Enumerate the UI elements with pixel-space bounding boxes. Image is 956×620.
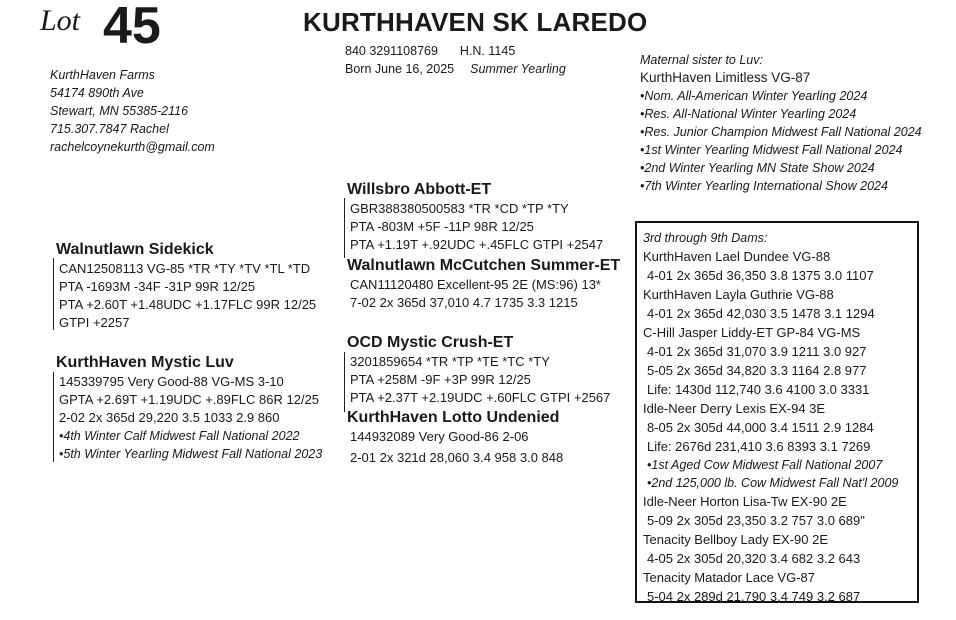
lot-label: Lot [40,4,81,37]
dam-dam-line: 144932089 Very Good-86 2-06 [350,429,529,444]
sire-dam-line: CAN11120480 Excellent-95 2E (MS:96) 13* [350,277,601,292]
dam-dam [347,408,563,467]
dam-sire-line: PTA +2.37T +2.19UDC +.60FLC GTPI +2567 [350,390,611,405]
ancestor-name: KurthHaven Layla Guthrie VG-88 [643,287,834,302]
sire-line: PTA -1693M -34F -31P 99R 12/25 [59,279,256,294]
class-label: Summer Yearling [470,62,566,76]
sire [56,240,316,332]
dam-dam-name: KurthHaven Lotto Undenied [347,409,560,426]
dam-award: •5th Winter Yearling Midwest Fall National 2023 [59,447,323,461]
ancestor-record: 4-01 2x 365d 31,070 3.9 1211 3.0 927 [647,344,867,359]
dam-dam-line: 2-01 2x 321d 28,060 3.4 958 3.0 848 [350,450,564,465]
ancestor-name: Idle-Neer Derry Lexis EX-94 3E [643,401,826,416]
ancestor-name: KurthHaven Lael Dundee VG-88 [643,249,831,264]
ancestor-record: 5-09 2x 305d 23,350 3.2 757 3.0 689" [647,513,865,528]
dam-bracket [53,372,54,462]
dams-box-content [643,229,898,606]
ancestor-note: •1st Aged Cow Midwest Fall National 2007 [647,458,883,472]
dam-sire-line: 3201859654 *TR *TP *TE *TC *TY [350,354,550,369]
sire-line: PTA +2.60T +1.48UDC +1.17FLC 99R 12/25 [59,297,317,312]
sire-sire-name: Willsbro Abbott-ET [347,181,492,198]
sire-line: GTPI +2257 [59,315,130,330]
birth-date: Born June 16, 2025 [345,62,455,76]
maternal-sister-award: •Res. All-National Winter Yearling 2024 [640,107,857,121]
email: rachelcoynekurth@gmail.com [50,140,215,154]
sire-dam-name: Walnutlawn McCutchen Summer-ET [347,257,621,274]
ancestor-record: Life: 2676d 231,410 3.6 8393 3.1 7269 [647,439,871,454]
herd-number: H.N. 1145 [459,44,516,58]
sire-bracket [53,258,54,330]
dam-name: KurthHaven Mystic Luv [56,354,234,371]
maternal-sister-award: •2nd Winter Yearling MN State Show 2024 [640,161,875,175]
farm-name: KurthHaven Farms [50,68,155,82]
sire-dam-line: 7-02 2x 365d 37,010 4.7 1735 3.3 1215 [350,295,578,310]
ancestor-record: 4-05 2x 305d 20,320 3.4 682 3.2 643 [647,551,861,566]
dams-box-heading: 3rd through 9th Dams: [643,231,768,245]
address: 54174 890th Ave [50,86,144,100]
dam-line: 145339795 Very Good-88 VG-MS 3-10 [59,374,284,389]
dam-line: GPTA +2.69T +1.19UDC +.89FLC 86R 12/25 [59,392,320,407]
ancestor-name: Tenacity Matador Lace VG-87 [643,570,815,585]
maternal-sister-award: •Res. Junior Champion Midwest Fall National 2024 [640,125,922,139]
maternal-sister-award: •1st Winter Yearling Midwest Fall National 2024 [640,143,903,157]
maternal-sister-name: KurthHaven Limitless VG-87 [640,70,811,85]
dam-sire [347,333,610,407]
sire-sire-line: PTA -803M +5F -11P 98R 12/25 [350,219,534,234]
sire-line: CAN12508113 VG-85 *TR *TY *TV *TL *TD [59,261,311,276]
lot-number: 45 [103,0,161,55]
ancestor-note: •2nd 125,000 lb. Cow Midwest Fall Nat'l 2009 [647,476,899,490]
city: Stewart, MN 55385-2116 [50,104,189,118]
sire-sire-line: GBR388380500583 *TR *CD *TP *TY [350,201,569,216]
sire-dam [347,256,620,312]
ancestor-name: Tenacity Bellboy Lady EX-90 2E [643,532,828,547]
maternal-sister-award: •7th Winter Yearling International Show 2024 [640,179,888,193]
owner-info [50,66,215,156]
sire-sire-bracket [344,198,345,258]
maternal-sister-heading: Maternal sister to Luv: [640,53,763,67]
page-title: KURTHHAVEN SK LAREDO [303,7,648,37]
dam-sire-bracket [344,352,345,412]
registration-info [345,42,566,78]
ancestor-record: 8-05 2x 305d 44,000 3.4 1511 2.9 1284 [647,420,874,435]
phone: 715.307.7847 Rachel [50,122,169,136]
reg-number: 840 3291108769 [345,44,438,58]
ancestor-record: Life: 1430d 112,740 3.6 4100 3.0 3331 [647,382,870,397]
maternal-sister [640,51,922,195]
ancestor-record: 4-01 2x 365d 36,350 3.8 1375 3.0 1107 [647,268,874,283]
dam-sire-name: OCD Mystic Crush-ET [347,334,514,351]
ancestor-record: 5-05 2x 365d 34,820 3.3 1164 2.8 977 [647,363,867,378]
dam-line: 2-02 2x 365d 29,220 3.5 1033 2.9 860 [59,410,280,425]
dam-sire-line: PTA +258M -9F +3P 99R 12/25 [350,372,531,387]
dam-award: •4th Winter Calf Midwest Fall National 2022 [59,429,300,443]
ancestor-name: C-Hill Jasper Liddy-ET GP-84 VG-MS [643,325,861,340]
ancestor-record: 4-01 2x 365d 42,030 3.5 1478 3.1 1294 [647,306,875,321]
sire-sire-line: PTA +1.19T +.92UDC +.45FLC GTPI +2547 [350,237,604,252]
sire-sire [347,180,603,254]
ancestor-record: 5-04 2x 289d 21,790 3.4 749 3.2 687 [647,589,861,604]
maternal-sister-award: •Nom. All-American Winter Yearling 2024 [640,89,868,103]
sire-name: Walnutlawn Sidekick [56,241,214,258]
dam [56,353,322,463]
ancestor-name: Idle-Neer Horton Lisa-Tw EX-90 2E [643,494,847,509]
